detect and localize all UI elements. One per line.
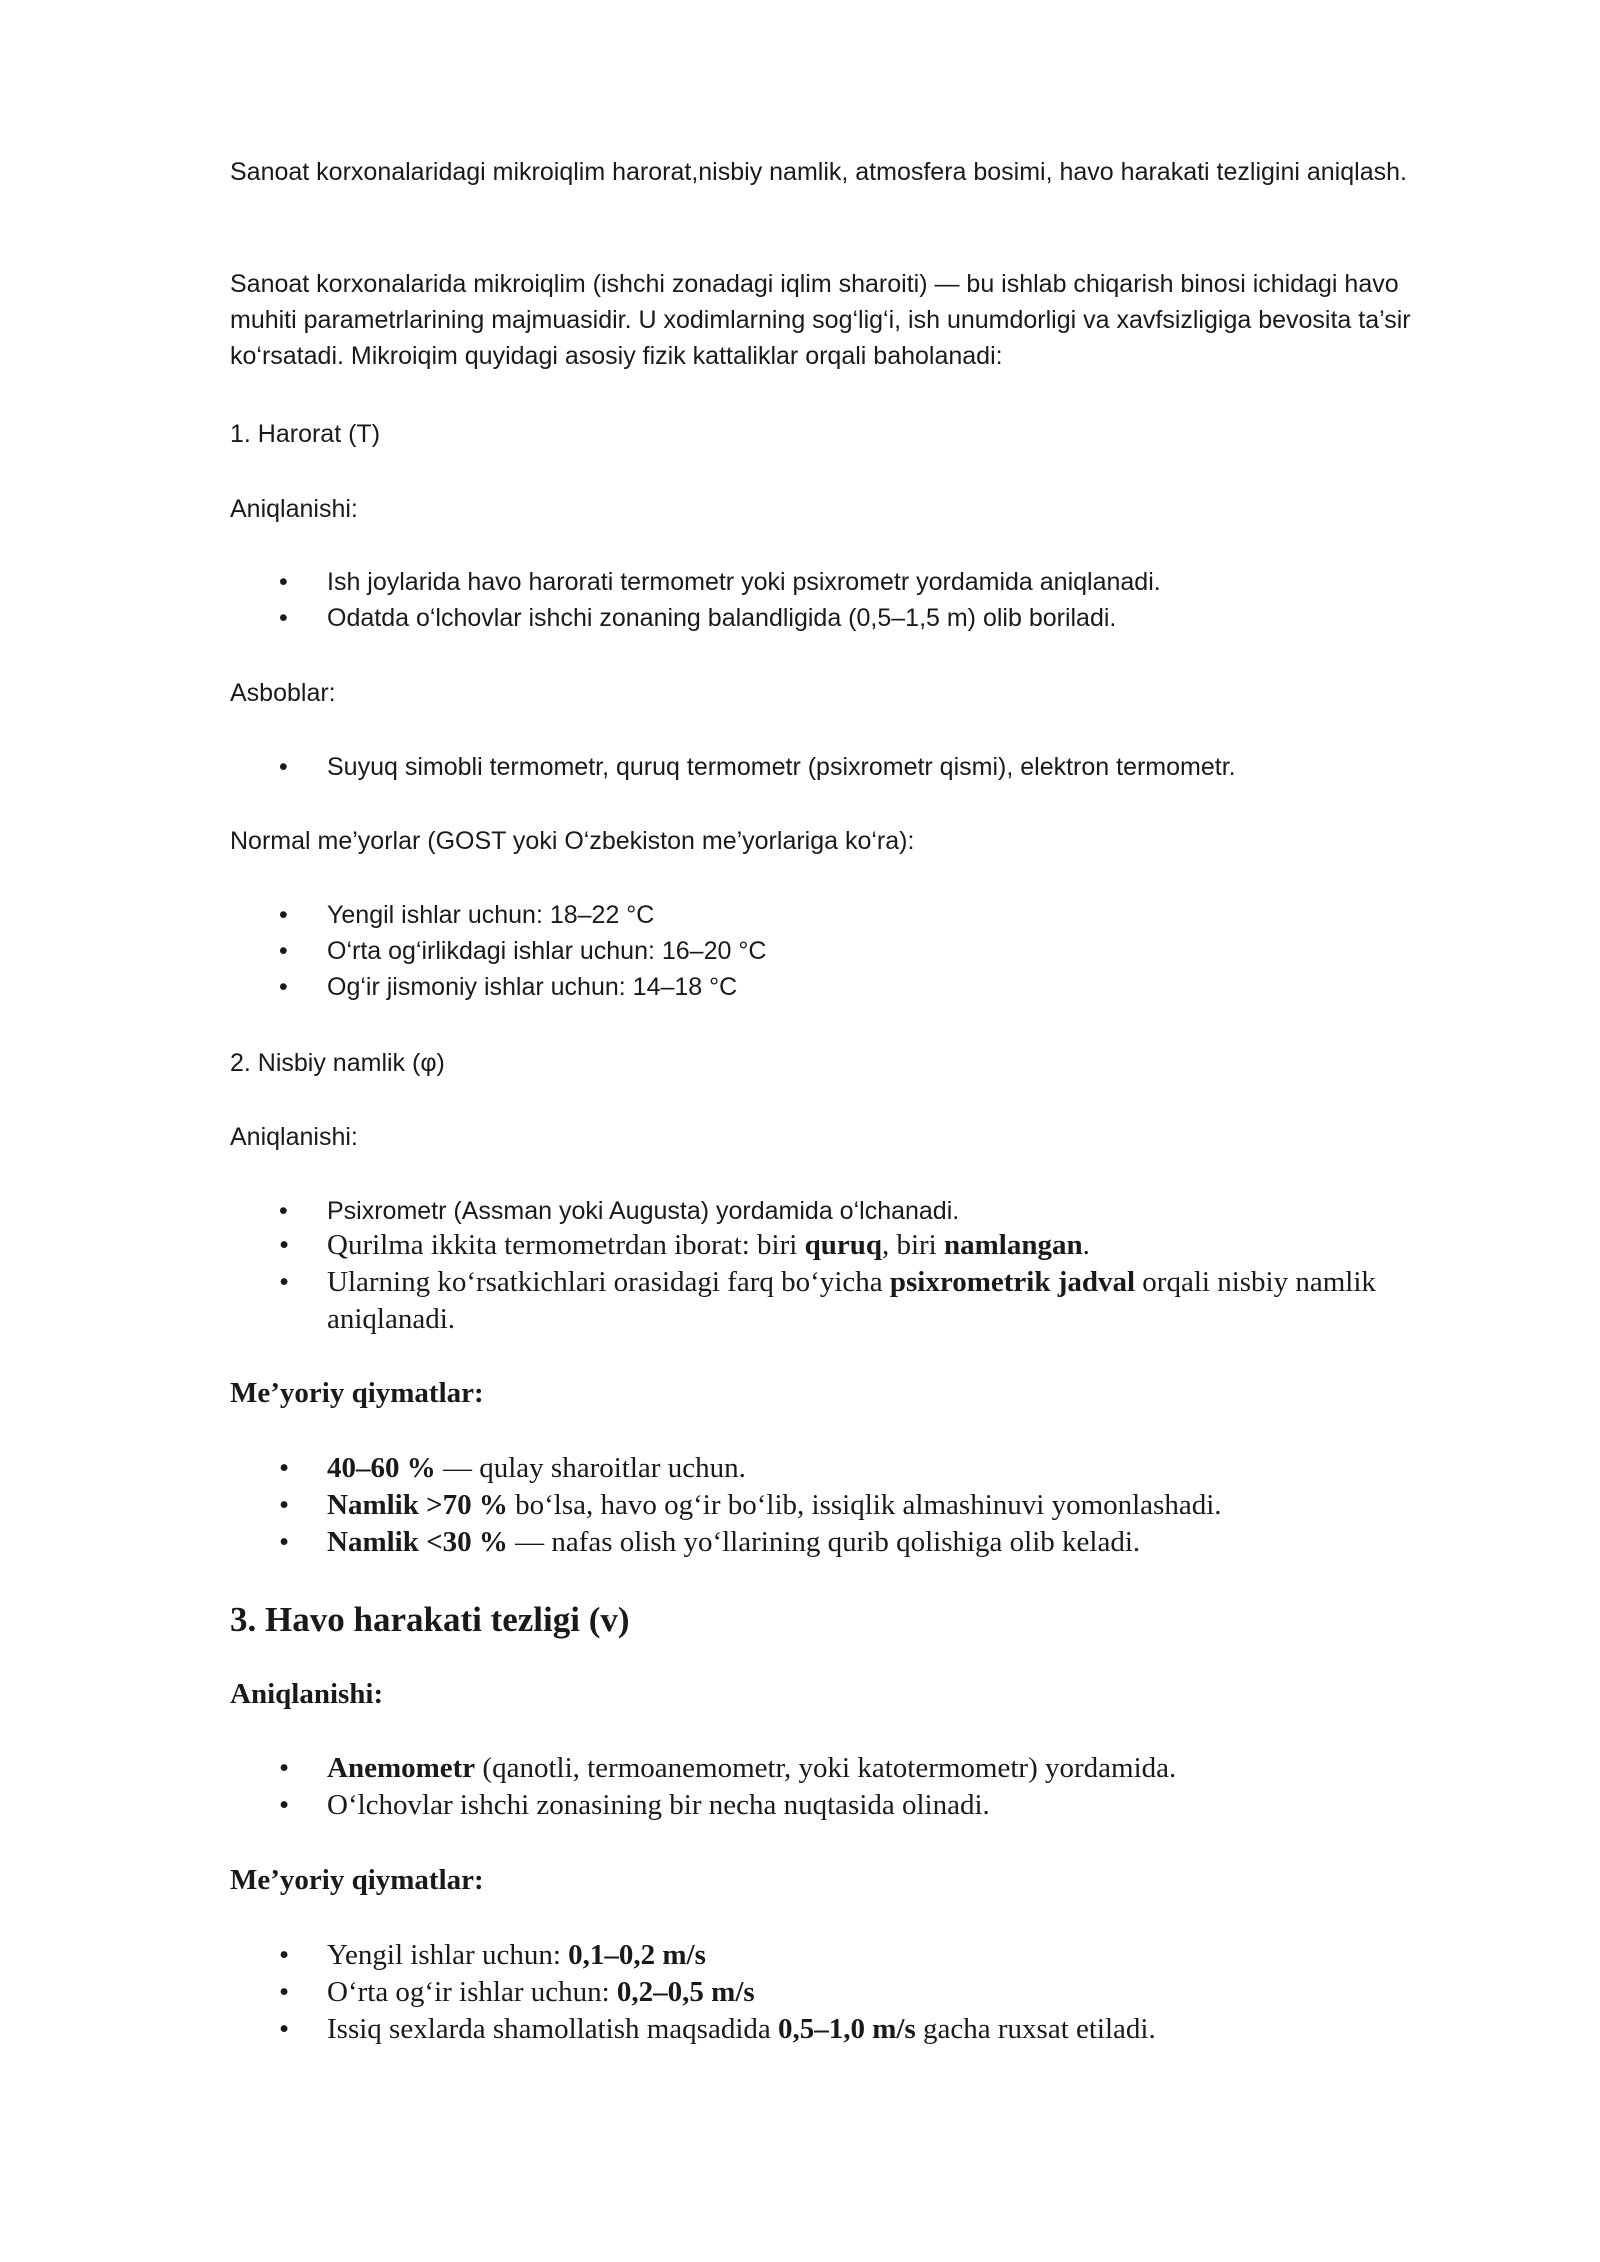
list-item <box>230 1524 1450 1561</box>
section-3-meyoriy-label: Me’yoriy qiymatlar: <box>230 1864 484 1896</box>
list-item <box>230 1264 1450 1338</box>
bold-text: Namlik <30 % <box>327 1526 508 1558</box>
list-item: • Odatda o‘lchovlar ishchi zonaning balandligida (0,5–1,5 m) olib boriladi. <box>230 600 1450 636</box>
section-2-aniqlanishi-label: Aniqlanishi: <box>230 1123 358 1151</box>
text: — qulay sharoitlar uchun. <box>435 1452 746 1484</box>
section-2-heading: 2. Nisbiy namlik (φ) <box>230 1049 445 1077</box>
bold-text: 0,1–0,2 m/s <box>568 1939 706 1971</box>
list-item <box>230 1227 1450 1264</box>
section-3-aniqlanishi-list <box>230 1750 1450 1824</box>
list-item: • O‘rta og‘irlikdagi ishlar uchun: 16–20 °C <box>230 933 1450 969</box>
section-2-aniqlanishi-list <box>230 1227 1450 1338</box>
text: — nafas olish yo‘llarining qurib qolishiga olib keladi. <box>507 1526 1141 1558</box>
text: . <box>1082 1229 1090 1261</box>
bold-text: 40–60 % <box>327 1452 436 1484</box>
list-item: • Psixrometr (Assman yoki Augusta) yordamida o‘lchanadi. <box>230 1193 1450 1229</box>
section-2-values-list <box>230 1450 1450 1561</box>
section-1-heading: 1. Harorat (T) <box>230 420 381 448</box>
text: Yengil ishlar uchun: <box>327 1939 569 1971</box>
bold-text: namlangan <box>944 1229 1083 1261</box>
section-1-asboblar-label: Asboblar: <box>230 679 336 707</box>
list-item <box>230 2011 1450 2048</box>
section-1-norm-list <box>230 897 1450 1005</box>
section-2-meyoriy-label: Me’yoriy qiymatlar: <box>230 1377 484 1409</box>
text: (qanotli, termoanemometr, yoki katotermometr) yordamida. <box>475 1752 1177 1784</box>
text: Qurilma ikkita termometrdan iborat: biri <box>327 1229 805 1261</box>
text: Issiq sexlarda shamollatish maqsadida <box>327 2013 779 2045</box>
text: bo‘lsa, havo og‘ir bo‘lib, issiqlik almashinuvi yomonlashadi. <box>507 1489 1222 1521</box>
section-1-norm-label: Normal me’yorlar (GOST yoki O‘zbekiston me’yorlariga ko‘ra): <box>230 827 915 855</box>
list-item: • Yengil ishlar uchun: 18–22 °C <box>230 897 1450 933</box>
bold-text: Namlik >70 % <box>327 1489 508 1521</box>
list-item <box>230 1450 1450 1487</box>
bold-text: Anemometr <box>327 1752 476 1784</box>
text: orqali nisbiy namlik aniqlanadi. <box>327 1266 1376 1335</box>
section-2-aniqlanishi-list-sans <box>230 1193 1450 1229</box>
section-3-aniqlanishi-label: Aniqlanishi: <box>230 1678 384 1710</box>
intro-paragraph: Sanoat korxonalarida mikroiqlim (ishchi zonadagi iqlim sharoiti) — bu ishlab chiqarish binosi ichidagi havo muhiti parametrlarining majmuasidir. U xodimlarning sog‘lig‘i, ish unumdorligi va xavfsizligiga bevosita ta’sir ko‘rsatadi. Mikroiqim quyidagi asosiy fizik kattaliklar orqali baholanadi: <box>230 270 1411 370</box>
bold-text: 0,5–1,0 m/s <box>778 2013 916 2045</box>
section-1-aniqlanishi-list <box>230 564 1450 636</box>
section-1-asboblar-list <box>230 749 1450 785</box>
section-3-values-list <box>230 1937 1450 2048</box>
list-item: • O‘lchovlar ishchi zonasining bir necha nuqtasida olinadi. <box>230 1787 1450 1824</box>
section-1-aniqlanishi-label: Aniqlanishi: <box>230 495 358 523</box>
text: O‘rta og‘ir ishlar uchun: <box>327 1976 617 2008</box>
title-paragraph: Sanoat korxonalaridagi mikroiqlim harorat,nisbiy namlik, atmosfera bosimi, havo harakati tezligini aniqlash. <box>230 158 1407 186</box>
bold-text: quruq <box>804 1229 882 1261</box>
text: Ularning ko‘rsatkichlari orasidagi farq bo‘yicha <box>327 1266 890 1298</box>
bold-text: psixrometrik jadval <box>889 1266 1136 1298</box>
bold-text: 0,2–0,5 m/s <box>616 1976 755 2008</box>
list-item <box>230 1487 1450 1524</box>
section-3-heading: 3. Havo harakati tezligi (v) <box>230 1600 630 1639</box>
list-item: • Og‘ir jismoniy ishlar uchun: 14–18 °C <box>230 969 1450 1005</box>
list-item <box>230 1750 1450 1787</box>
text: , biri <box>881 1229 944 1261</box>
list-item <box>230 1937 1450 1974</box>
text: gacha ruxsat etiladi. <box>915 2013 1156 2045</box>
list-item: • Ish joylarida havo harorati termometr yoki psixrometr yordamida aniqlanadi. <box>230 564 1450 600</box>
list-item <box>230 1974 1450 2011</box>
list-item: • Suyuq simobli termometr, quruq termometr (psixrometr qismi), elektron termometr. <box>230 749 1450 785</box>
